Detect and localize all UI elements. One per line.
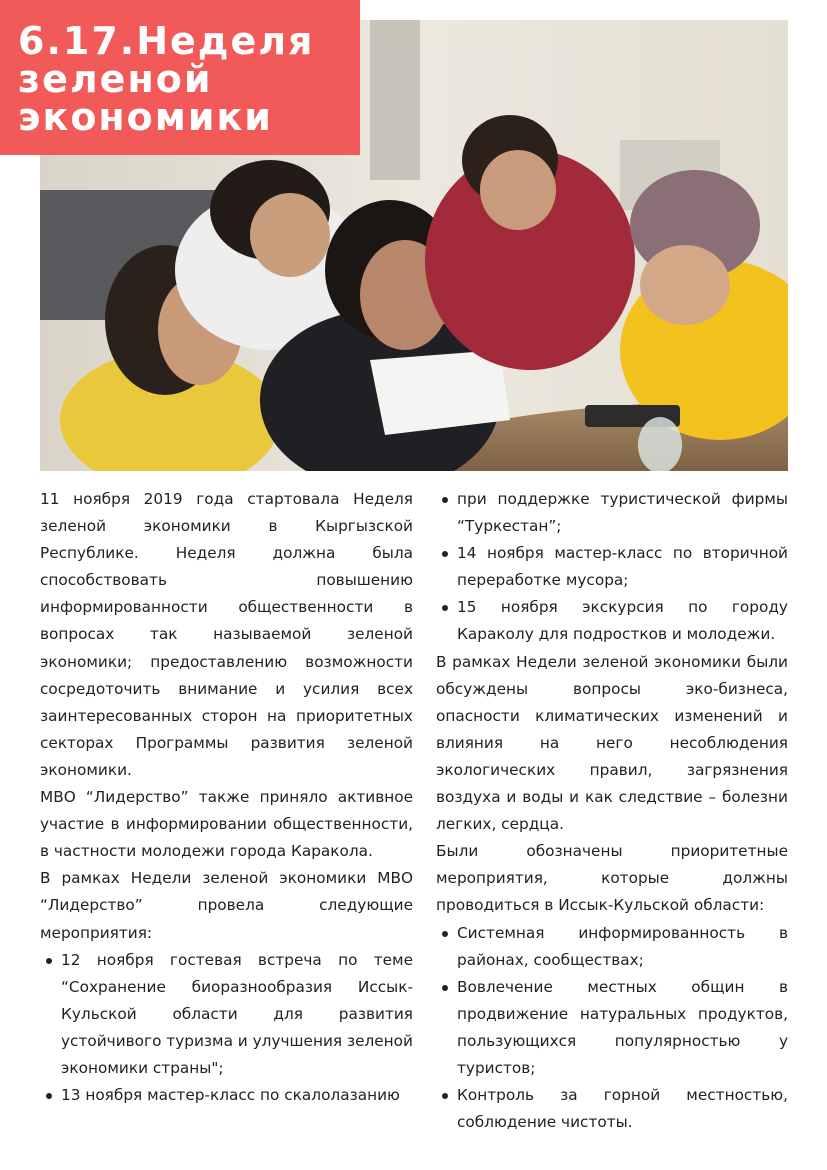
right-column (436, 486, 788, 1136)
discussion-paragraph: В рамках Недели зеленой экономики были обсуждены вопросы эко-бизнеса, опасности климатических изменений и влияния на него несоблюдения экологических правил, загрязнения воздуха и воды и как следствие – болезни легких, сердца. (436, 652, 788, 834)
events-list (40, 947, 413, 1110)
list-item: Вовлечение местных общин в продвижение натуральных продуктов, пользующихся популярностью у туристов; (457, 974, 788, 1082)
left-column (40, 486, 413, 1109)
list-item: при поддержке туристической фирмы “Туркестан”; (457, 486, 788, 540)
list-item: 13 ноября мастер-класс по скалолазанию (61, 1082, 413, 1109)
intro-paragraph: 11 ноября 2019 года стартовала Неделя зеленой экономики в Кыргызской Республике. Неделя должна была способствовать повышению информированности общественности в вопросах так называемой зеленой экономики; предоставлению возможности сосредоточить внимание и усилия всех заинтересованных сторон на приоритетных секторах Программы развития зеленой экономики. (40, 490, 413, 779)
list-item: 12 ноября гостевая встреча по теме “Сохранение биоразнообразия Иссык-Кульской области для развития устойчивого туризма и улучшения зеленой экономики страны"; (61, 947, 413, 1082)
participation-paragraph: МВО “Лидерство” также приняло активное участие в информировании общественности, в частности молодежи города Каракола. (40, 788, 413, 861)
title-banner (0, 0, 360, 155)
priorities-paragraph: Были обозначены приоритетные мероприятия, которые должны проводиться в Иссык-Кульской области: (436, 842, 788, 915)
priorities-list (436, 920, 788, 1137)
events-list-continued (436, 486, 788, 649)
page-title: 6.17.Неделя зеленой экономики (18, 19, 315, 139)
list-item: Системная информированность в районах, сообществах; (457, 920, 788, 974)
list-item: 15 ноября экскурсия по городу Караколу для подростков и молодежи. (457, 594, 788, 648)
list-item: Контроль за горной местностью, соблюдение чистоты. (457, 1082, 788, 1136)
list-item: 14 ноября мастер-класс по вторичной переработке мусора; (457, 540, 788, 594)
events-intro-paragraph: В рамках Недели зеленой экономики МВО “Лидерство” провела следующие мероприятия: (40, 869, 413, 942)
